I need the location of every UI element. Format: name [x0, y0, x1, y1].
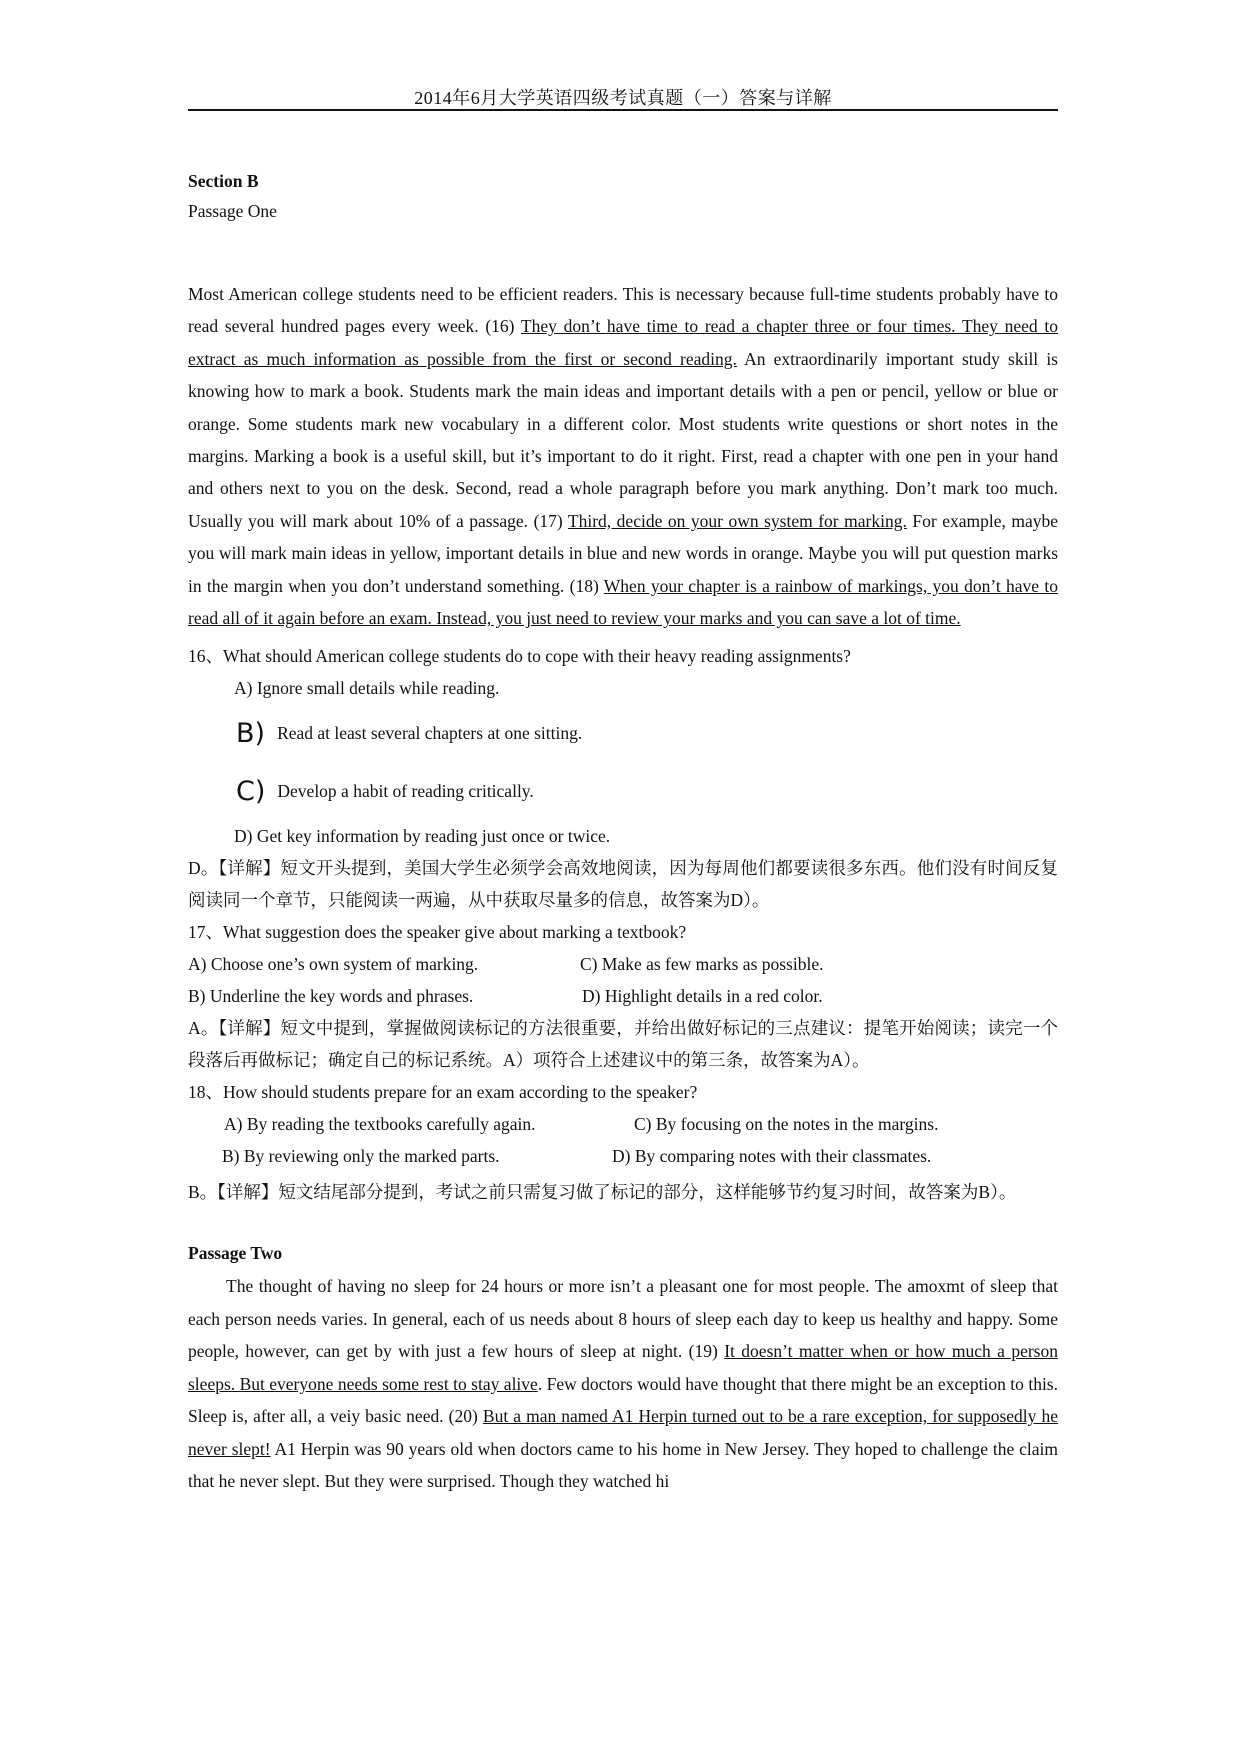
- question-18-option-c: C) By focusing on the notes in the margins.: [634, 1114, 939, 1135]
- question-18-option-b: B) By reviewing only the marked parts.: [222, 1146, 500, 1167]
- option-letter: C): [236, 775, 266, 807]
- question-17-option-b: B) Underline the key words and phrases.: [188, 986, 474, 1007]
- question-17: [188, 916, 1058, 1076]
- question-17-explanation: A。【详解】短文中提到，掌握做阅读标记的方法很重要，并给出做好标记的三点建议：提笔开始阅读；读完一个段落后再做标记；确定自己的标记系统。A）项符合上述建议中的第三条，故答案为A）。: [188, 1018, 1058, 1071]
- underlined-answer-19: It doesn’t matter when or how much a person sleeps. But everyone needs some rest to stay alive: [188, 1341, 1058, 1394]
- question-17-options-row-1: [188, 948, 1058, 980]
- question-17-options-row-2: [188, 980, 1058, 1012]
- question-17-option-a: A) Choose one’s own system of marking.: [188, 954, 479, 975]
- question-18-option-a: A) By reading the textbooks carefully again.: [224, 1114, 536, 1135]
- question-18-options-row-2: [188, 1140, 1058, 1172]
- question-16-explanation: D。【详解】短文开头提到，美国大学生必须学会高效地阅读，因为每周他们都要读很多东西。他们没有时间反复阅读同一个章节，只能阅读一两遍，从中获取尽量多的信息，故答案为D）。: [188, 858, 1058, 911]
- main-content: [188, 166, 1058, 1497]
- passage-one-paragraph: [188, 278, 1058, 634]
- question-16: [188, 640, 1058, 916]
- section-title: Section B: [188, 171, 259, 191]
- page-header-title: 2014年6月大学英语四级考试真题（一）答案与详解: [414, 88, 832, 108]
- question-18-option-d: D) By comparing notes with their classmates.: [612, 1146, 932, 1167]
- underlined-answer-20: But a man named A1 Herpin turned out to be a rare exception, for supposedly he never slept!: [188, 1406, 1059, 1459]
- passage-two-paragraph: [188, 1270, 1058, 1497]
- question-16-option-b: [236, 704, 1058, 762]
- option-letter: B): [236, 717, 266, 749]
- question-16-option-d: D) Get key information by reading just once or twice.: [234, 826, 611, 847]
- question-16-option-a: A) Ignore small details while reading.: [234, 678, 500, 699]
- option-text: Read at least several chapters at one sitting.: [277, 722, 583, 743]
- passage-two-label: Passage Two: [188, 1243, 283, 1264]
- passage-one-label: Passage One: [188, 201, 277, 221]
- question-18-stem: 18、How should students prepare for an exam according to the speaker?: [188, 1082, 698, 1103]
- text-run: A1 Herpin was 90 years old when doctors came to his home in New Jersey. They hoped to challenge the claim that he never slept. But they were surprised. Though they watched hi: [188, 1438, 1058, 1491]
- text-run: The thought of having no sleep for 24 hours or more isn’t a pleasant one for most people. The amoxmt of sleep that each person needs varies. In general, each of us needs about 8 hours of sleep each day to keep us healthy and happy. Some people, however, can get by with just a few hours of sleep at night. (19): [188, 1276, 1058, 1362]
- option-text: Develop a habit of reading critically.: [277, 780, 534, 801]
- header-divider: [188, 109, 1058, 111]
- underlined-answer-16: They don’t have time to read a chapter three or four times. They need to extract as much information as possible from the first or second reading.: [188, 316, 1058, 369]
- question-17-stem: 17、What suggestion does the speaker give about marking a textbook?: [188, 922, 687, 943]
- underlined-answer-17: Third, decide on your own system for marking.: [567, 510, 907, 531]
- question-16-stem: 16、What should American college students do to cope with their heavy reading assignments?: [188, 646, 851, 667]
- question-18: [188, 1076, 1058, 1208]
- question-18-options-row-1: [188, 1108, 1058, 1140]
- question-16-option-c: [236, 762, 1058, 820]
- text-run: Most American college students need to be efficient readers. This is necessary because full-time students probably have to read several hundred pages every week. (16): [188, 284, 1058, 337]
- question-17-option-d: D) Highlight details in a red color.: [582, 986, 823, 1007]
- text-run: For example, maybe you will mark main ideas in yellow, important details in blue and new words in orange. Maybe you will put question marks in the margin when you don’t understand something. (18): [188, 510, 1059, 596]
- text-run: An extraordinarily important study skill is knowing how to mark a book. Students mark the main ideas and important details with a pen or pencil, yellow or blue or orange. Some students mark new vocabulary in a different color. Most students write questions or short notes in the margins. Marking a book is a useful skill, but it’s important to do it right. First, read a chapter with one pen in your hand and others next to you on the desk. Second, read a whole paragraph before you mark anything. Don’t mark too much. Usually you will mark about 10% of a passage. (17): [188, 348, 1058, 531]
- question-18-explanation: B。【详解】短文结尾部分提到，考试之前只需复习做了标记的部分，这样能够节约复习时间，故答案为B）。: [188, 1182, 1017, 1203]
- question-17-option-c: C) Make as few marks as possible.: [580, 954, 824, 975]
- underlined-answer-18: When your chapter is a rainbow of markings, you don’t have to read all of it again before an exam. Instead, you just need to review your marks and you can save a lot of time.: [188, 575, 1058, 629]
- text-run: . Few doctors would have thought that there might be an exception to this. Sleep is, after all, a veiy basic need. (20): [188, 1373, 1058, 1427]
